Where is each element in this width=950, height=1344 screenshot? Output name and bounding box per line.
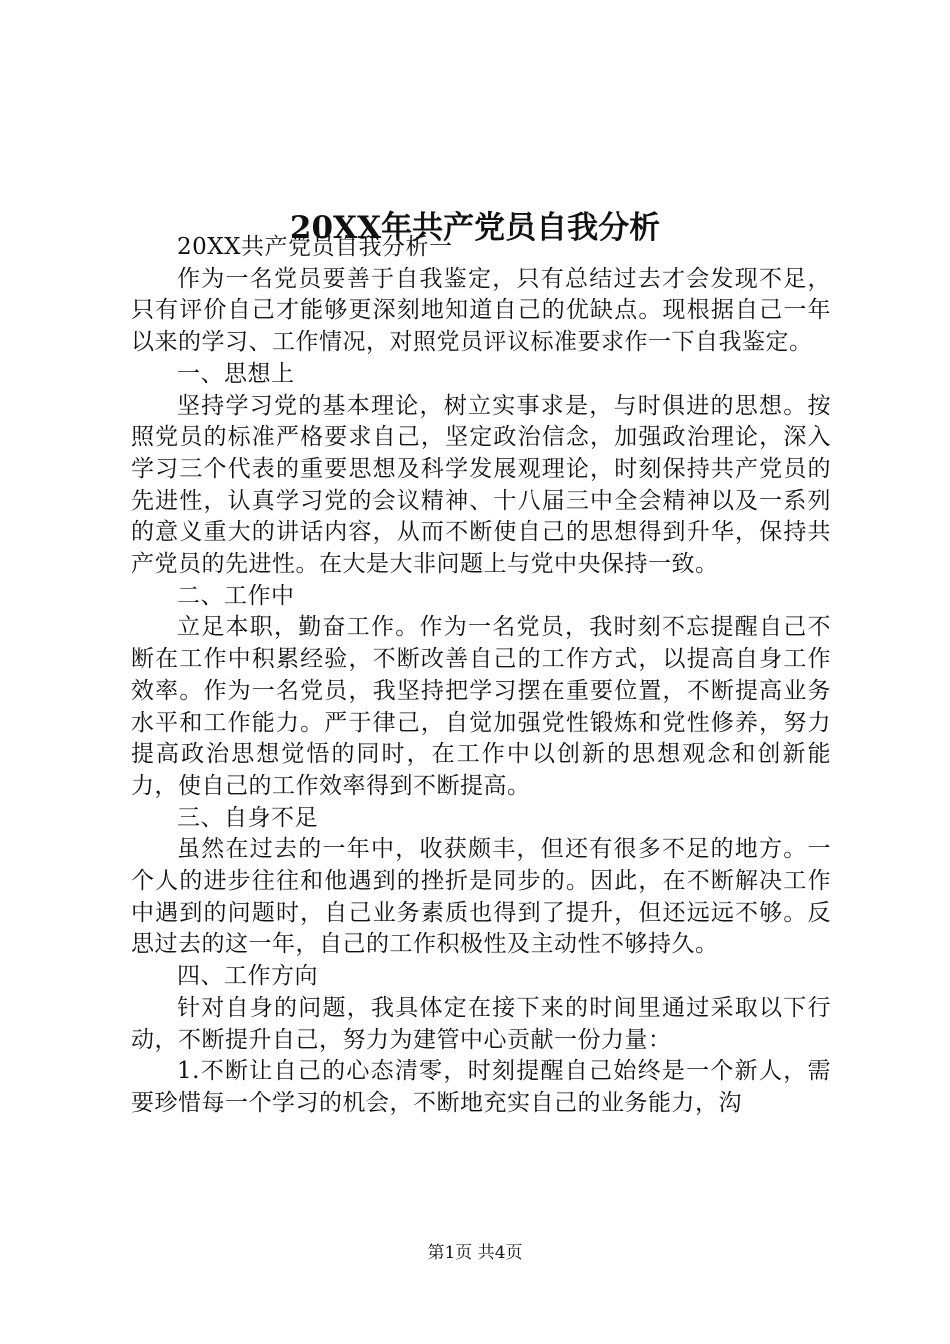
section-heading-shortcomings: 三、自身不足 [177, 804, 318, 831]
intro-paragraph: 作为一名党员要善于自我鉴定，只有总结过去才会发现不足，只有评价自己才能够更深刻地知道自己的优缺点。现根据自己一年以来的学习、工作情况，对照党员评议标准要求作一下自我鉴定。 [131, 265, 831, 356]
document-body [131, 232, 831, 1120]
page-footer: 第1页 共4页 [427, 1243, 523, 1263]
section-heading-thought: 一、思想上 [177, 360, 295, 387]
direction-paragraph: 针对自身的问题，我具体定在接下来的时间里通过采取以下行动，不断提升自己，努力为建管中心贡献一份力量： [131, 994, 831, 1053]
document-title: 20XX年共产党员自我分析 [289, 209, 661, 246]
thought-paragraph: 坚持学习党的基本理论，树立实事求是，与时俱进的思想。按照党员的标准严格要求自己，坚定政治信念，加强政治理论，深入学习三个代表的重要思想及科学发展观理论，时刻保持共产党员的先进性，认真学习党的会议精神、十八届三中全会精神以及一系列的意义重大的讲话内容，从而不断使自己的思想得到升华，保持共产党员的先进性。在大是大非问题上与党中央保持一致。 [131, 392, 831, 578]
shortcomings-paragraph: 虽然在过去的一年中，收获颇丰，但还有很多不足的地方。一个人的进步往往和他遇到的挫折是同步的。因此，在不断解决工作中遇到的问题时，自己业务素质也得到了提升，但还远远不够。反思过去的这一年，自己的工作积极性及主动性不够持久。 [131, 836, 831, 958]
work-paragraph: 立足本职，勤奋工作。作为一名党员，我时刻不忘提醒自己不断在工作中积累经验，不断改善自己的工作方式，以提高自身工作效率。作为一名党员，我坚持把学习摆在重要位置，不断提高业务水平和工作能力。严于律己，自觉加强党性锻炼和党性修养，努力提高政治思想觉悟的同时，在工作中以创新的思想观念和创新能力，使自己的工作效率得到不断提高。 [131, 614, 831, 799]
section-heading-work: 二、工作中 [177, 582, 295, 609]
section-subtitle: 20XX共产党员自我分析一 [177, 234, 453, 260]
direction-item-1: 1.不断让自己的心态清零，时刻提醒自己始终是一个新人，需要珍惜每一个学习的机会，不断地充实自己的业务能力，沟 [131, 1058, 831, 1116]
section-heading-direction: 四、工作方向 [177, 963, 318, 990]
